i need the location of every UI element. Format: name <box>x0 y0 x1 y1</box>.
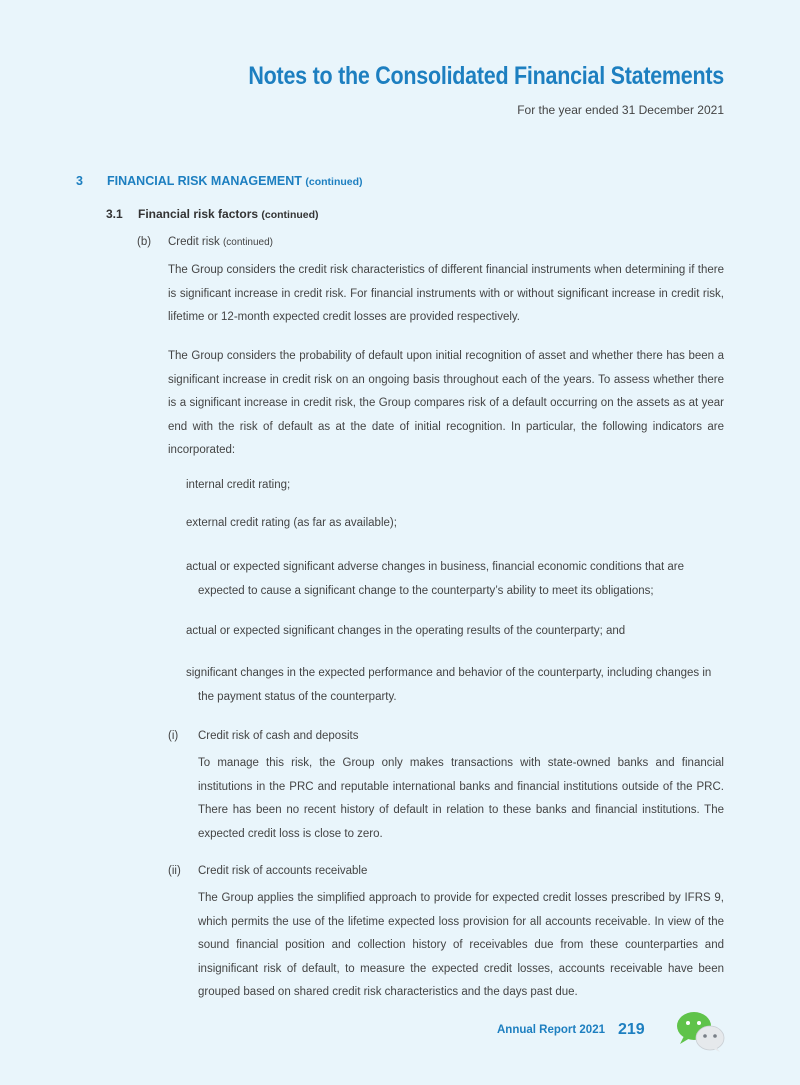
paragraph: The Group considers the probability of default upon initial recognition of asset and whether there has been a significant increase in credit risk on an ongoing basis throughout each of the years. To assess whether there is a significant increase in credit risk, the Group compares risk of a default occurring on the assets as at year end with the risk of default as at the date of initial recognition. In particular, the following indicators are incorporated: <box>168 350 724 456</box>
item-heading <box>137 236 273 248</box>
section-continued: (continued) <box>305 176 363 188</box>
sub-item-title: Credit risk of cash and deposits <box>198 730 359 742</box>
sub-item-text: To manage this risk, the Group only makes transactions with state-owned banks and financial institutions in the PRC and reputable international banks and financial institutions outside of the PRC. There has been no recent history of default in relation to these banks and financial institutions. The expected credit loss is close to zero. <box>198 757 724 840</box>
sub-item-number: (i) <box>168 730 179 742</box>
indicator-item: actual or expected significant adverse changes in business, financial economic conditions that are expected to cause a significant change to the counterparty’s ability to meet its obligations; <box>186 561 684 597</box>
page-subtitle: For the year ended 31 December 2021 <box>517 103 724 117</box>
sub-item-text: The Group applies the simplified approach to provide for expected credit losses prescribed by IFRS 9, which permits the use of the lifetime expected loss provision for all accounts receivable. In view of the sound financial position and collection history of receivables due from these counterparties and insignificant risk of default, to measure the expected credit losses, accounts receivable have been grouped based on shared credit risk characteristics and the days past due. <box>198 892 724 998</box>
sub-item-heading <box>168 865 367 877</box>
sub-item-title: Credit risk of accounts receivable <box>198 865 368 877</box>
indicator-item: internal credit rating; <box>186 479 291 491</box>
item-number: (b) <box>137 236 152 248</box>
sub-item-number: (ii) <box>168 865 181 877</box>
section-heading <box>76 174 363 188</box>
subsection-title: Financial risk factors <box>138 207 259 221</box>
item-title: Credit risk <box>168 236 220 248</box>
indicator-item: actual or expected significant changes in the operating results of the counterparty; and <box>186 625 626 637</box>
section-number: 3 <box>76 174 83 188</box>
section-title: FINANCIAL RISK MANAGEMENT <box>107 174 302 188</box>
item-continued: (continued) <box>222 237 273 248</box>
subsection-number: 3.1 <box>106 207 123 221</box>
footer-report-label: Annual Report 2021 <box>497 1024 605 1036</box>
subsection-continued: (continued) <box>261 209 319 221</box>
indicator-item: significant changes in the expected performance and behavior of the counterparty, including changes in the payment status of the counterparty. <box>186 667 712 703</box>
indicator-item: external credit rating (as far as available); <box>186 517 397 529</box>
sub-item-heading <box>168 730 358 742</box>
page-number: 219 <box>618 1021 645 1038</box>
page-title: Notes to the Consolidated Financial Statements <box>248 62 724 90</box>
subsection-heading <box>106 207 319 221</box>
chat-bubbles-icon <box>674 1010 726 1052</box>
paragraph: The Group considers the credit risk characteristics of different financial instruments when determining if there is significant increase in credit risk. For financial instruments with or without significant increase in credit risk, lifetime or 12-month expected credit losses are provided respectively. <box>168 264 724 323</box>
